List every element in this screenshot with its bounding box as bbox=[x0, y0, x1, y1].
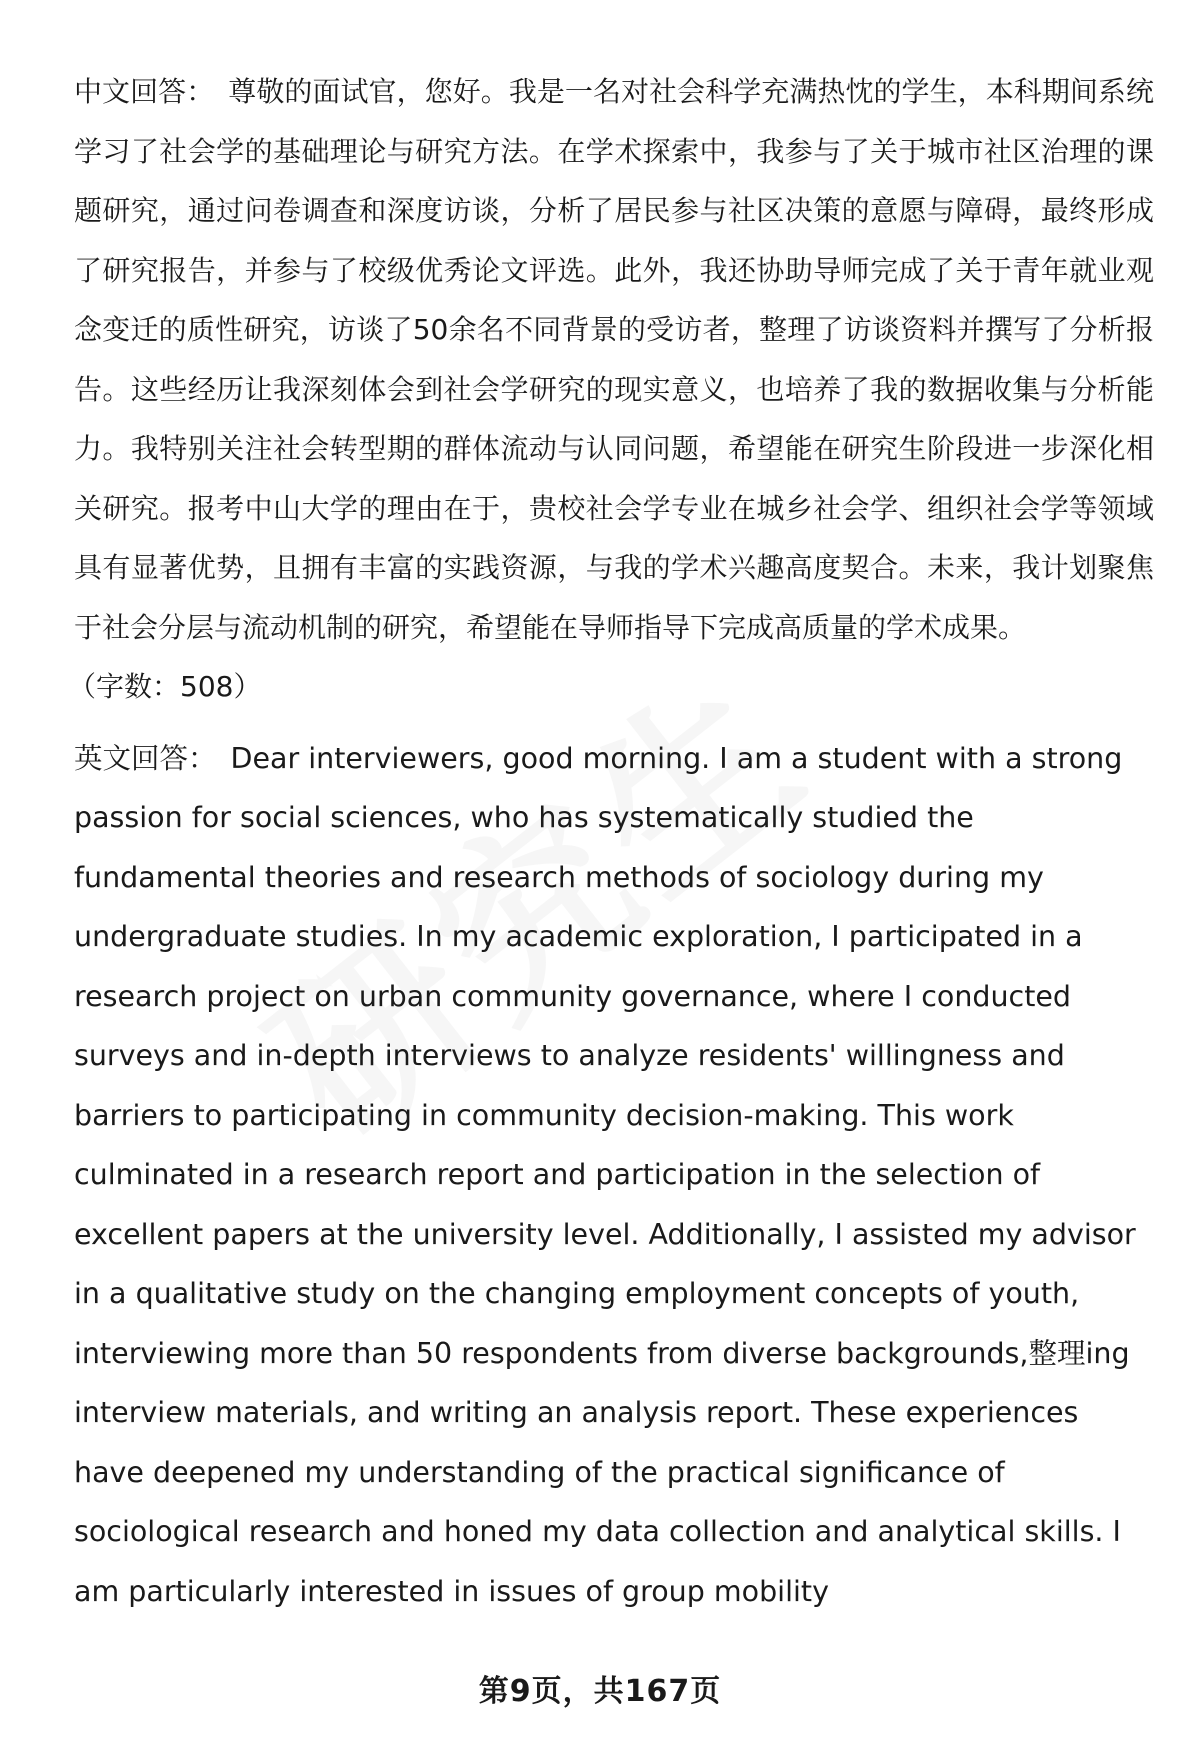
english-answer-label: 英文回答： bbox=[74, 741, 217, 775]
page-number-footer: 第9页，共167页 bbox=[478, 1674, 722, 1709]
document-body bbox=[68, 62, 1154, 1621]
word-count: （字数：508） bbox=[68, 670, 262, 703]
chinese-answer-label: 中文回答： bbox=[74, 75, 215, 108]
chinese-answer-text: 尊敬的面试官，您好。我是一名对社会科学充满热忱的学生，本科期间系统学习了社会学的基础理论与研究方法。在学术探索中，我参与了关于城市社区治理的课题研究，通过问卷调查和深度访谈，分析了居民参与社区决策的意愿与障碍，最终形成了研究报告，并参与了校级优秀论文评选。此外，我还协助导师完成了关于青年就业观念变迁的质性研究，访谈了50余名不同背景的受访者，整理了访谈资料并撰写了分析报告。这些经历让我深刻体会到社会学研究的现实意义，也培养了我的数据收集与分析能力。我特别关注社会转型期的群体流动与认同问题，希望能在研究生阶段进一步深化相关研究。报考中山大学的理由在于，贵校社会学专业在城乡社会学、组织社会学等领域具有显著优势，且拥有丰富的实践资源，与我的学术兴趣高度契合。未来，我计划聚焦于社会分层与流动机制的研究，希望能在导师指导下完成高质量的学术成果。 bbox=[74, 75, 1154, 644]
chinese-answer-paragraph bbox=[74, 62, 1154, 657]
english-answer-paragraph bbox=[74, 729, 1154, 1622]
english-answer-text: Dear interviewers, good morning. I am a student with a strong passion for social sciences, who has systematically studied the fundamental theories and research methods of sociology during my undergraduate studies. In my academic exploration, I participated in a research project on urban community governance, where I conducted surveys and in-depth interviews to analyze residents' willingness and barriers to participating in community decision-making. This work culminated in a research report and participation in the selection of excellent papers at the university level. Additionally, I assisted my advisor in a qualitative study on the changing employment concepts of youth, interviewing more than 50 respondents from diverse backgrounds,整理ing interview materials, and writing an analysis report. These experiences have deepened my understanding of the practical significance of sociological research and honed my data collection and analytical skills. I am particularly interested in issues of group mobility bbox=[74, 741, 1136, 1608]
